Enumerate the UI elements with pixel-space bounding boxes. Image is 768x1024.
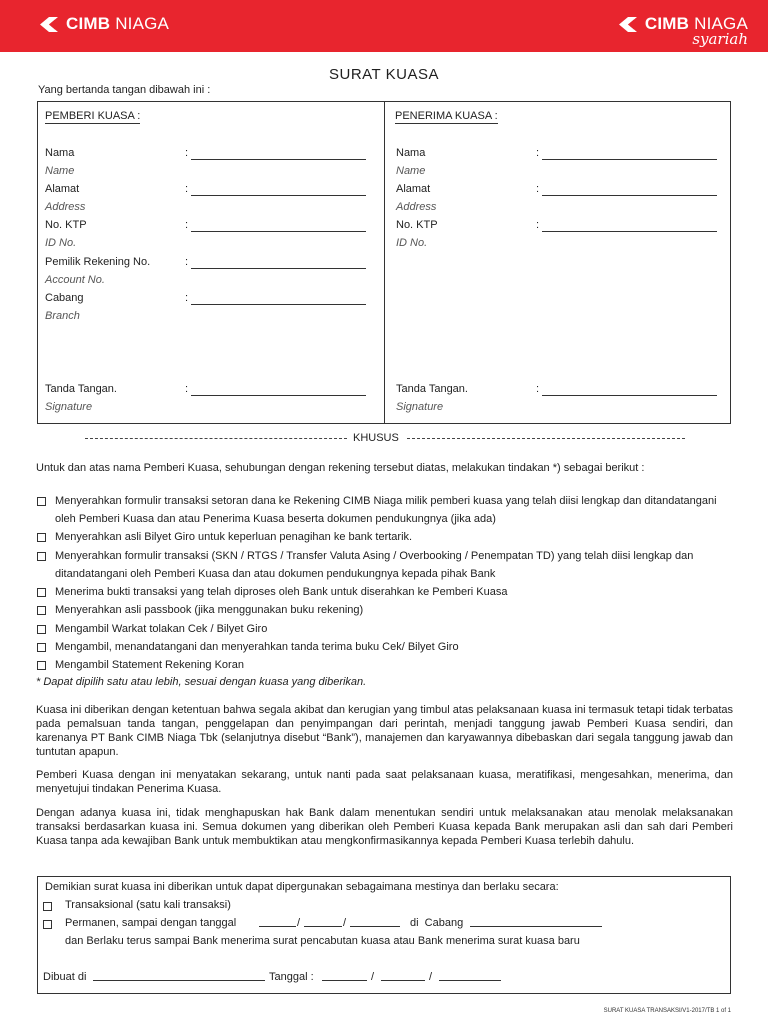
field-sublabel: Branch [45, 310, 80, 322]
checkbox[interactable] [37, 533, 46, 542]
giver-signature-input-line[interactable] [191, 395, 366, 396]
branch-input-line[interactable] [470, 917, 602, 927]
checkbox[interactable] [37, 661, 46, 670]
header-bar [0, 0, 768, 52]
dibuat-di-label: Dibuat di [43, 971, 87, 983]
checkbox[interactable] [37, 497, 46, 506]
bank-rights-paragraph: Dengan adanya kuasa ini, tidak menghapuskan hak Bank dalam menentukan sendiri untuk melaksanakan atau menolak melaksanakan transaksi berdasarkan kuasa ini. Semua dokumen yang diberikan oleh Pemberi Kuasa kepada Bank merupakan asli dan sah dari Pemberi Kuasa tanpa ada kewajiban Bank untuk membuktikan atau mengkonfirmasikannya kepada Pemberi Kuasa terlebih dahulu. [36, 807, 733, 847]
field-label: Alamat [396, 183, 431, 195]
checklist-text: Mengambil Warkat tolakan Cek / Bilyet Giro [55, 623, 268, 635]
field-label: Tanda Tangan. [396, 383, 468, 395]
checklist-text: Menyerahkan asli passbook (jika menggunakan buku rekening) [55, 604, 364, 616]
field-label: Pemilik Rekening No. [45, 256, 151, 268]
date-slash: / [429, 971, 433, 983]
field-sublabel: ID No. [396, 237, 428, 249]
giver-address-input-line[interactable] [191, 195, 366, 196]
signed-at-row [43, 971, 723, 985]
logo-left-brand: CIMB [66, 14, 111, 33]
field-label: Nama [396, 147, 426, 159]
giver-branch-input-line[interactable] [191, 304, 366, 305]
checkbox[interactable] [43, 920, 52, 929]
receiver-address-input-line[interactable] [542, 195, 717, 196]
logo-right-brand: CIMB [644, 14, 690, 33]
validity-box [37, 876, 731, 994]
field-sublabel: Name [45, 165, 75, 177]
khusus-separator [85, 432, 685, 444]
field-sublabel: Signature [45, 401, 93, 413]
month-input-line[interactable] [304, 917, 342, 927]
place-input-line[interactable] [93, 971, 265, 981]
option-label: Permanen, sampai dengan tanggal [65, 917, 237, 929]
giver-name-input-line[interactable] [191, 159, 366, 160]
cimb-logo-icon [38, 16, 60, 33]
checklist-text: Menyerahkan formulir transaksi (SKN / RTGS / Transfer Valuta Asing / Overbooking / Penempatan TD) yang telah diisi lengkap dan [55, 550, 694, 562]
selection-note: * Dapat dipilih satu atau lebih, sesuai dengan kuasa yang diberikan. [36, 676, 367, 688]
field-label: No. KTP [45, 219, 87, 231]
receiver-name-input-line[interactable] [542, 159, 717, 160]
field-label: Nama [45, 147, 75, 159]
field-colon: : [536, 219, 540, 231]
checklist-text: Menyerahkan asli Bilyet Giro untuk keperluan penagihan ke bank tertarik. [55, 531, 413, 543]
field-sublabel: Account No. [45, 274, 105, 286]
checkbox[interactable] [37, 552, 46, 561]
field-sublabel: Name [396, 165, 426, 177]
tanggal-label: Tanggal : [269, 971, 314, 983]
year-input-line[interactable] [350, 917, 400, 927]
receiver-ktp-input-line[interactable] [542, 231, 717, 232]
day-input-line[interactable] [259, 917, 296, 927]
field-colon: : [185, 383, 189, 395]
logo-left-name: NIAGA [115, 14, 170, 33]
field-label: Alamat [45, 183, 80, 195]
field-sublabel: Address [396, 201, 437, 213]
checkbox[interactable] [43, 902, 52, 911]
checklist-text-cont: ditandatangani oleh Pemberi Kuasa dan atau dokumen pendukungnya kepada pihak Bank [55, 568, 496, 580]
field-colon: : [536, 183, 540, 195]
field-sublabel: Address [45, 201, 86, 213]
checkbox[interactable] [37, 643, 46, 652]
lead-text: Untuk dan atas nama Pemberi Kuasa, sehubungan dengan rekening tersebut diatas, melakukan tindakan *) sebagai berikut : [36, 462, 645, 474]
giver-heading: PEMBERI KUASA : [45, 110, 141, 122]
date-slash: / [371, 971, 375, 983]
logo-right-sub: syariah [692, 30, 748, 48]
khusus-label: KHUSUS [350, 432, 402, 444]
checklist-text-cont: oleh Pemberi Kuasa dan atau Penerima Kuasa beserta dokumen pendukungnya (jika ada) [55, 513, 496, 525]
intro-text: Yang bertanda tangan dibawah ini : [38, 84, 211, 96]
liability-paragraph: Kuasa ini diberikan dengan ketentuan bahwa segala akibat dan kerugian yang timbul atas pelaksanaan kuasa ini termasuk tetapi tidak terbatas pada pemalsuan tanda tangan, penggelapan dan penyimpangan dari perintah, menjadi tanggung jawab Pemberi Kuasa sendiri, dan karenanya PT Bank CIMB Niaga Tbk (selanjutnya disebut “Bank”), manajemen dan karyawannya dibebaskan dari segala tanggung jawab dan tuntutan apapun. [36, 704, 733, 758]
field-colon: : [185, 256, 189, 268]
checkbox[interactable] [37, 588, 46, 597]
date-day-input-line[interactable] [322, 971, 367, 981]
date-year-input-line[interactable] [439, 971, 501, 981]
ratification-paragraph: Pemberi Kuasa dengan ini menyatakan sekarang, untuk nanti pada saat pelaksanaan kuasa, meratifikasi, mengesahkan, menerima, dan menyetujui tindakan Penerima Kuasa. [36, 769, 733, 795]
parties-box [37, 101, 731, 424]
option-permanent [43, 917, 723, 931]
date-slash: / [297, 917, 301, 929]
date-month-input-line[interactable] [381, 971, 425, 981]
checklist-text: Mengambil, menandatangani dan menyerahkan tanda terima buku Cek/ Bilyet Giro [55, 641, 459, 653]
date-slash: / [343, 917, 347, 929]
checklist-text: Menyerahkan formulir transaksi setoran dana ke Rekening CIMB Niaga milik pemberi kuasa yang telah diisi lengkap dan ditandatangani [55, 495, 717, 507]
field-label: No. KTP [396, 219, 438, 231]
checklist-text: Menerima bukti transaksi yang telah diproses oleh Bank untuk diserahkan ke Pemberi Kuasa [55, 586, 508, 598]
field-label: Tanda Tangan. [45, 383, 117, 395]
checklist-text: Mengambil Statement Rekening Koran [55, 659, 244, 671]
dashed-rule-left [85, 438, 347, 439]
cimb-niaga-logo [38, 14, 169, 34]
field-colon: : [185, 183, 189, 195]
continuation-text: dan Berlaku terus sampai Bank menerima surat pencabutan kuasa atau Bank menerima surat kuasa baru [65, 935, 580, 947]
field-label: Cabang [45, 292, 84, 304]
field-colon: : [536, 147, 540, 159]
validity-intro: Demikian surat kuasa ini diberikan untuk dapat dipergunakan sebagaimana mestinya dan berlaku secara: [45, 881, 559, 893]
document-title: SURAT KUASA [329, 66, 439, 83]
receiver-heading: PENERIMA KUASA : [395, 110, 498, 122]
cimb-logo-icon [617, 16, 639, 33]
checkbox[interactable] [37, 606, 46, 615]
option-label: Transaksional (satu kali transaksi) [65, 899, 231, 911]
field-colon: : [185, 292, 189, 304]
field-colon: : [536, 383, 540, 395]
dashed-rule-right [407, 438, 685, 439]
field-colon: : [185, 147, 189, 159]
receiver-column [385, 102, 731, 423]
giver-account-input-line[interactable] [191, 268, 366, 269]
giver-ktp-input-line[interactable] [191, 231, 366, 232]
form-code-footer: SURAT KUASA TRANSAKSI/V1-2017/TB 1 of 1 [603, 1008, 731, 1014]
field-sublabel: ID No. [45, 237, 77, 249]
checkbox[interactable] [37, 625, 46, 634]
field-colon: : [185, 219, 189, 231]
field-sublabel: Signature [396, 401, 444, 413]
logo-right-name: NIAGA [694, 14, 748, 33]
giver-column [38, 102, 384, 423]
receiver-signature-input-line[interactable] [542, 395, 717, 396]
cimb-niaga-syariah-logo [617, 14, 748, 48]
di-cabang-label: di Cabang [410, 917, 464, 929]
